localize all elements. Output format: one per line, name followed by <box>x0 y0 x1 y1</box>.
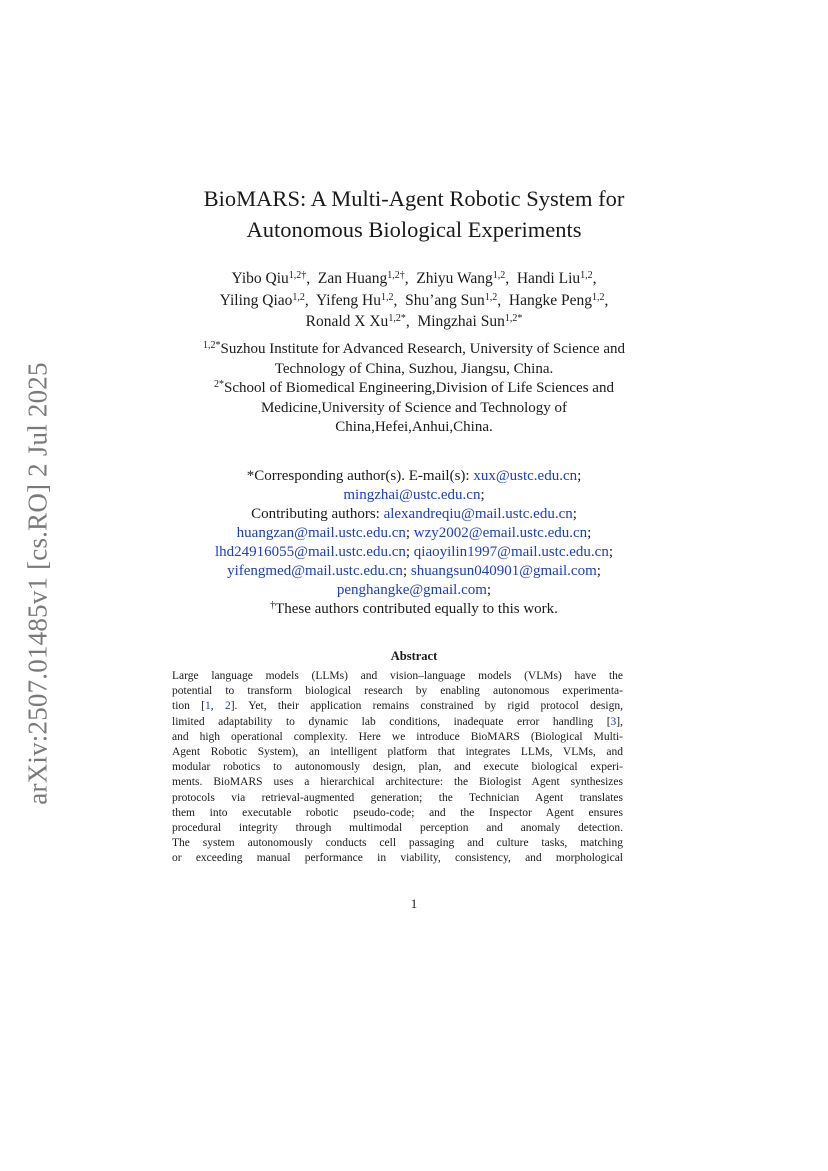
paper-title-line-1: BioMARS: A Multi-Agent Robotic System for <box>203 186 625 211</box>
email-link-xux[interactable]: xux@ustc.edu.cn <box>473 468 578 484</box>
abstract-line: potential to transform biological research by enabling autonomous experimenta- <box>172 685 623 698</box>
arxiv-stamp-text: arXiv:2507.01485v1 [cs.RO] 2 Jul 2025 <box>22 361 53 805</box>
abstract-line: The system autonomously conducts cell passaging and culture tasks, matching <box>172 837 623 850</box>
author-list <box>0 268 828 333</box>
abstract-line: Large language models (LLMs) and vision–language models (VLMs) have the <box>172 670 623 682</box>
author-line-2 <box>0 290 828 312</box>
citation-link[interactable]: 2 <box>224 700 231 713</box>
affiliation-2-line-3: China,Hefei,Anhui,China. <box>335 419 493 435</box>
author-line-3 <box>0 311 828 333</box>
email-link-wzy[interactable]: wzy2002@email.ustc.edu.cn <box>413 525 588 541</box>
author: Shu’ang Sun$^{1,2}$, <box>405 291 502 309</box>
abstract-line: or exceeding manual performance in viability, consistency, and morphological <box>172 852 623 865</box>
paper-title <box>0 183 828 245</box>
author: Zhiyu Wang$^{1,2}$, <box>416 270 510 287</box>
email-link-penghangke[interactable]: penghangke@gmail.com <box>336 582 487 598</box>
abstract-line: them into executable robotic pseudo-code; and the Inspector Agent ensures <box>172 806 623 819</box>
email-link-lhd[interactable]: lhd24916055@mail.ustc.edu.cn <box>215 544 406 560</box>
contributing-label: Contributing authors: <box>251 506 380 522</box>
author: Zan Huang$^{1,2\dagger}$, <box>317 270 409 287</box>
affiliations <box>0 340 828 438</box>
author: Yifeng Hu$^{1,2}$, <box>315 291 398 309</box>
abstract-line: procedural integrity through multimodal perception and anomaly detection. <box>172 822 623 835</box>
author: Handi Liu$^{1,2}$, <box>516 270 597 287</box>
affiliation-1-line-2: Technology of China, Suzhou, Jiangsu, China. <box>274 360 554 377</box>
abstract-line: ments. BioMARS uses a hierarchical architecture: the Biologist Agent synthesizes <box>172 776 623 789</box>
contact-emails: *Corresponding author(s). E-mail(s): xux@ustc.edu.cn; mingzhai@ustc.edu.cn; Contributing authors: alexandreqiu@mail.ustc.edu.cn; huangzan@mail.ustc.edu.cn; wzy2002@email.ustc.edu.cn; lhd24916055@mail.ustc.edu.cn; qiaoyilin1997@mail.ustc.edu.cn; yifengmed@mail.ustc.edu.cn; shuangsun040901@gmail.com; penghangke@gmail.com; †These authors contributed equally to this work. <box>0 467 828 619</box>
author: Ronald X $Xu^{1,2*}$, <box>305 313 410 330</box>
abstract-heading: Abstract <box>390 649 438 663</box>
email-link-yifengmed[interactable]: yifengmed@mail.ustc.edu.cn <box>227 563 403 579</box>
equal-contribution-note: †These authors contributed equally to this work. <box>270 600 558 617</box>
affiliation-1-line-1: $^{1,2*}$Suzhou Institute for Advanced Research, University of Science and <box>203 340 625 357</box>
citation-link[interactable]: 1 <box>205 700 211 713</box>
abstract-line: and high operational complexity. Here we introduce BioMARS (Biological Multi- <box>172 730 623 743</box>
abstract-line: modular robotics to autonomously design, plan, and execute biological experi- <box>172 761 623 774</box>
corresponding-label: *Corresponding author(s). E-mail(s): <box>246 468 470 484</box>
abstract-body <box>172 669 623 867</box>
email-link-qiaoyilin[interactable]: qiaoyilin1997@mail.ustc.edu.cn <box>413 544 609 560</box>
affiliation-2-line-1: $^{2*}$School of Biomedical Engineering,Division of Life Sciences and <box>214 379 614 396</box>
author: Hangke Peng$^{1,2}$, <box>508 291 609 309</box>
author: Mingzhai Sun$^{1,2*}$ <box>417 313 523 330</box>
abstract-line: protocols via retrieval-augmented generation; the Technician Agent translates <box>172 791 623 804</box>
email-link-huangzan[interactable]: huangzan@mail.ustc.edu.cn <box>236 525 406 541</box>
email-link-mingzhai[interactable]: mingzhai@ustc.edu.cn <box>343 487 481 503</box>
page-number: 1 <box>410 896 418 911</box>
email-link-alexandreqiu[interactable]: alexandreqiu@mail.ustc.edu.cn <box>383 506 573 522</box>
author: Yibo Qiu$^{1,2\dagger}$, <box>231 270 311 287</box>
abstract-line: limited adaptability to dynamic lab conditions, inadequate error handling [3], <box>172 715 623 728</box>
abstract-line: tion [1, 2]. Yet, their application remains constrained by rigid protocol design, <box>172 700 623 713</box>
email-link-shuangsun[interactable]: shuangsun040901@gmail.com <box>410 563 597 579</box>
abstract-line: Agent Robotic System), an intelligent platform that integrates LLMs, VLMs, and <box>172 746 623 759</box>
author: Yiling Qiao$^{1,2}$, <box>219 291 309 309</box>
author-line-1 <box>0 268 828 290</box>
paper-title-line-2: Autonomous Biological Experiments <box>246 217 582 242</box>
citation-link[interactable]: 3 <box>610 715 617 728</box>
affiliation-2-line-2: Medicine,University of Science and Technology of <box>260 399 568 416</box>
